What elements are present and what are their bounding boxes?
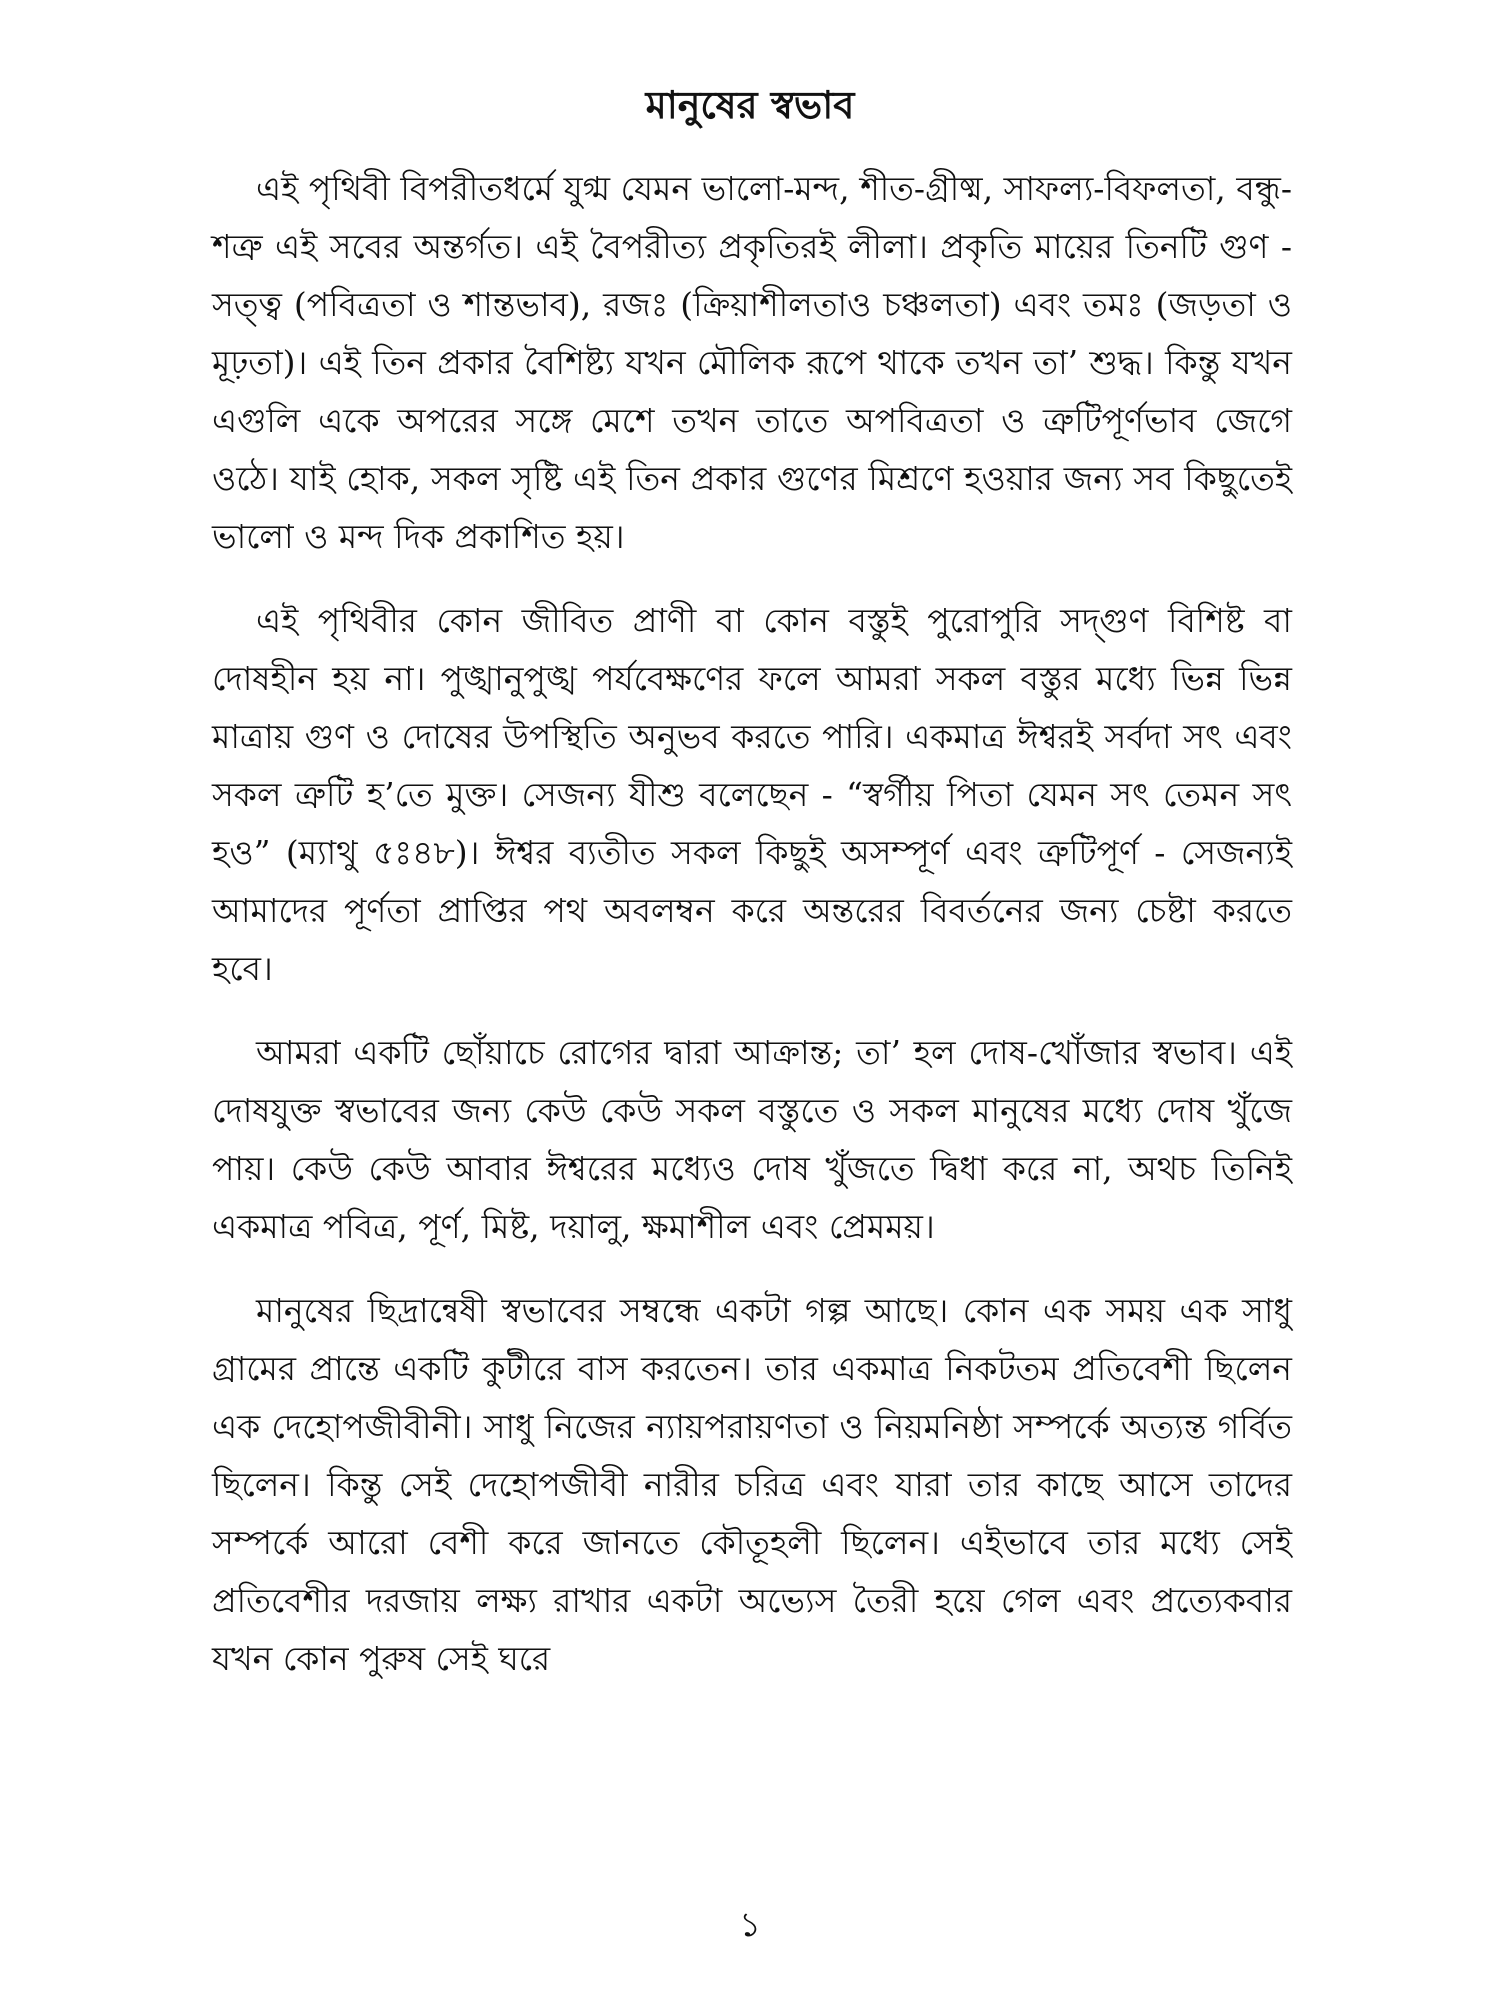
paragraph-3: আমরা একটি ছোঁয়াচে রোগের দ্বারা আক্রান্ত; তা’ হল দোষ-খোঁজার স্বভাব। এই দোষযুক্ত স্বভাবের জন্য কেউ কেউ সকল বস্তুতে ও সকল মানুষের মধ্যে দোষ খুঁজে পায়। কেউ কেউ আবার ঈশ্বরের মধ্যেও দোষ খুঁজতে দ্বিধা করে না, অথচ তিনিই একমাত্র পবিত্র, পূর্ণ, মিষ্ট, দয়ালু, ক্ষমাশীল এবং প্রেমময়। — [212, 1033, 1292, 1246]
page-number: ১ — [738, 1905, 762, 1945]
body-text — [212, 160, 1292, 1714]
paragraph-2: এই পৃথিবীর কোন জীবিত প্রাণী বা কোন বস্তুই পুরোপুরি সদ্গুণ বিশিষ্ট বা দোষহীন হয় না। পুঙ্খানুপুঙ্খ পর্যবেক্ষণের ফলে আমরা সকল বস্তুর মধ্যে ভিন্ন ভিন্ন মাত্রায় গুণ ও দোষের উপস্থিতি অনুভব করতে পারি। একমাত্র ঈশ্বরই সর্বদা সৎ এবং সকল ত্রুটি হ’তে মুক্ত। সেজন্য যীশু বলেছেন - “স্বর্গীয় পিতা যেমন সৎ তেমন সৎ হও” (ম্যাথু ৫ঃ৪৮)। ঈশ্বর ব্যতীত সকল কিছুই অসম্পূর্ণ এবং ত্রুটিপূর্ণ - সেজন্যই আমাদের পূর্ণতা প্রাপ্তির পথ অবলম্বন করে অন্তরের বিবর্তনের জন্য চেষ্টা করতে হবে। — [212, 601, 1292, 988]
paragraph-4: মানুষের ছিদ্রান্বেষী স্বভাবের সম্বন্ধে একটা গল্প আছে। কোন এক সময় এক সাধু গ্রামের প্রান্তে একটি কুটীরে বাস করতেন। তার একমাত্র নিকটতম প্রতিবেশী ছিলেন এক দেহোপজীবীনী। সাধু নিজের ন্যায়পরায়ণতা ও নিয়মনিষ্ঠা সম্পর্কে অত্যন্ত গর্বিত ছিলেন। কিন্তু সেই দেহোপজীবী নারীর চরিত্র এবং যারা তার কাছে আসে তাদের সম্পর্কে আরো বেশী করে জানতে কৌতূহলী ছিলেন। এইভাবে তার মধ্যে সেই প্রতিবেশীর দরজায় লক্ষ্য রাখার একটা অভ্যেস তৈরী হয়ে গেল এবং প্রত্যেকবার যখন কোন পুরুষ সেই ঘরে — [212, 1291, 1292, 1678]
paragraph-1: এই পৃথিবী বিপরীতধর্মে যুগ্ম যেমন ভালো-মন্দ, শীত-গ্রীষ্ম, সাফল্য-বিফলতা, বন্ধু-শত্রু এই সবের অন্তর্গত। এই বৈপরীত্য প্রকৃতিরই লীলা। প্রকৃতি মায়ের তিনটি গুণ - সত্ত্ব (পবিত্রতা ও শান্তভাব), রজঃ (ক্রিয়াশীলতাও চঞ্চলতা) এবং তমঃ (জড়তা ও মূঢ়তা)। এই তিন প্রকার বৈশিষ্ট্য যখন মৌলিক রূপে থাকে তখন তা’ শুদ্ধ। কিন্তু যখন এগুলি একে অপরের সঙ্গে মেশে তখন তাতে অপবিত্রতা ও ত্রুটিপূর্ণভাব জেগে ওঠে। যাই হোক, সকল সৃষ্টি এই তিন প্রকার গুণের মিশ্রণে হওয়ার জন্য সব কিছুতেই ভালো ও মন্দ দিক প্রকাশিত হয়। — [212, 169, 1292, 556]
page-title: মানুষের স্বভাব — [645, 82, 855, 127]
